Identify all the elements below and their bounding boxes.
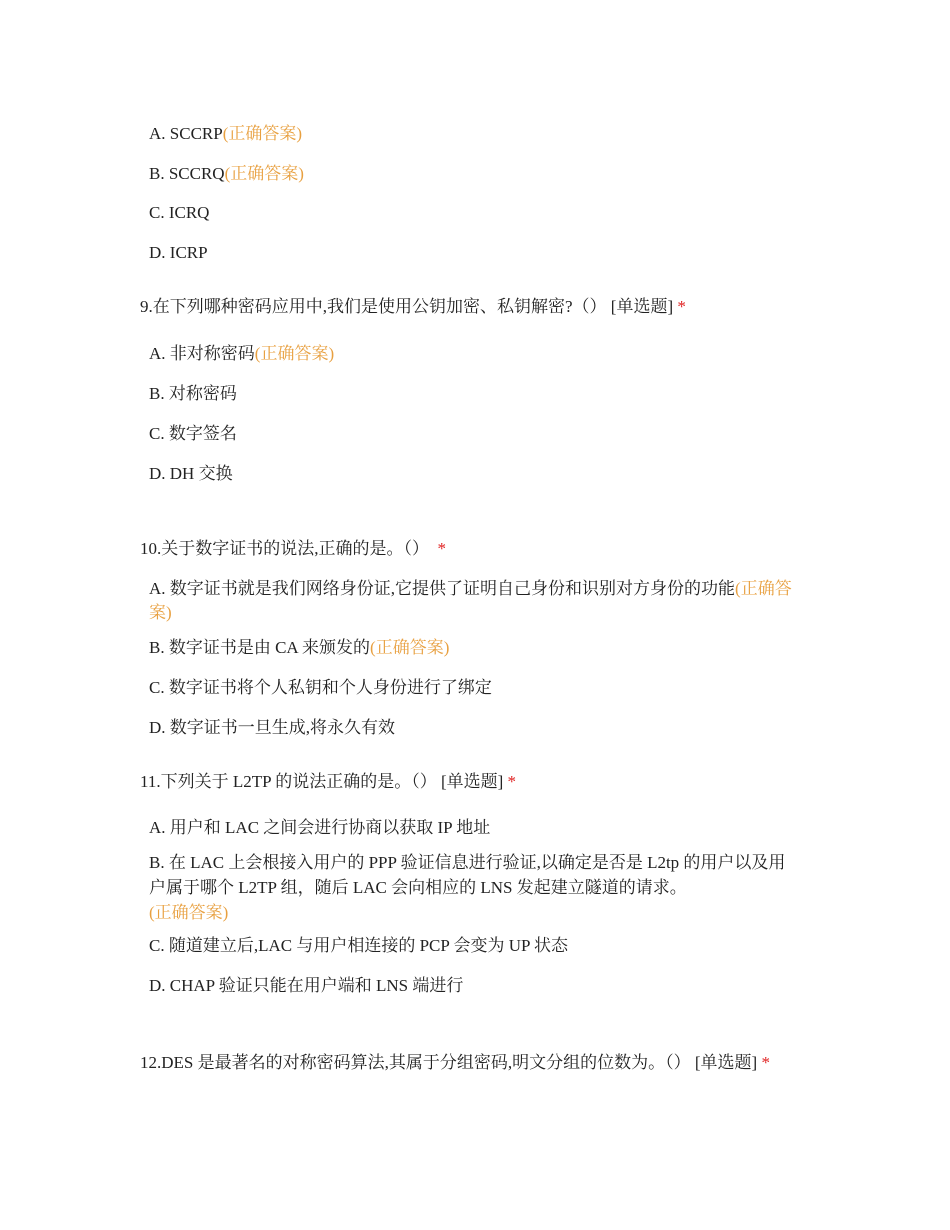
required-mark: *: [761, 1053, 770, 1072]
q11-title: 11.下列关于 L2TP 的说法正确的是。（） [单选题] *: [140, 772, 517, 791]
correct-answer-mark: (正确答案): [370, 638, 450, 657]
q11-option-c: C. 随道建立后,LAC 与用户相连接的 PCP 会变为 UP 状态: [149, 936, 569, 955]
q10-option-a: A. 数字证书就是我们网络身份证,它提供了证明自己身份和识别对方身份的功能(正确答案): [149, 579, 792, 622]
correct-answer-mark: (正确答案): [149, 903, 229, 922]
q11-option-d: D. CHAP 验证只能在用户端和 LNS 端进行: [149, 976, 464, 995]
q9-option-b: B. 对称密码: [149, 384, 237, 403]
q9-option-a: A. 非对称密码(正确答案): [149, 344, 335, 363]
q8-option-d: D. ICRP: [149, 243, 208, 262]
q10-option-c: C. 数字证书将个人私钥和个人身份进行了绑定: [149, 678, 492, 697]
q9-title: 9.在下列哪种密码应用中,我们是使用公钥加密、私钥解密?（） [单选题] *: [140, 297, 686, 316]
q8-option-c: C. ICRQ: [149, 203, 210, 222]
q11-option-a: A. 用户和 LAC 之间会进行协商以获取 IP 地址: [149, 818, 491, 837]
required-mark: *: [507, 772, 517, 791]
q12-title: 12.DES 是最著名的对称密码算法,其属于分组密码,明文分组的位数为。（） [单选题] *: [140, 1053, 770, 1072]
correct-answer-mark: (正确答案): [149, 579, 792, 622]
correct-answer-mark: (正确答案): [254, 344, 335, 363]
q10-option-b: B. 数字证书是由 CA 来颁发的(正确答案): [149, 638, 450, 657]
correct-answer-mark: (正确答案): [224, 164, 304, 183]
q11-option-b: B. 在 LAC 上会根接入用户的 PPP 验证信息进行验证,以确定是否是 L2tp 的用户以及用户属于哪个 L2TP 组，随后 LAC 会向相应的 LNS 发起建立隧道的请求。 (正确答案): [149, 853, 786, 922]
q10-option-d: D. 数字证书一旦生成,将永久有效: [149, 718, 396, 737]
q10-title: 10.关于数字证书的说法,正确的是。（） *: [140, 539, 446, 558]
required-mark: *: [677, 297, 686, 316]
q9-option-c: C. 数字签名: [149, 424, 237, 443]
q9-option-d: D. DH 交换: [149, 464, 233, 483]
q8-option-a: A. SCCRP(正确答案): [149, 124, 303, 143]
q8-option-b: B. SCCRQ(正确答案): [149, 164, 304, 183]
correct-answer-mark: (正确答案): [222, 124, 303, 143]
required-mark: *: [437, 539, 446, 558]
